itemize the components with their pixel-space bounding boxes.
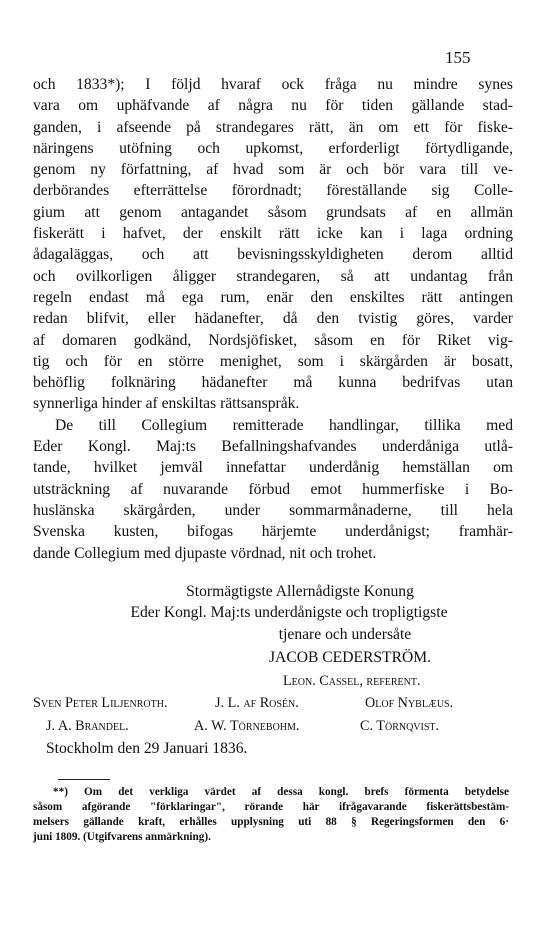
text-line: af domaren godkänd, Nordsjöfisket, såsom en för Riket vig- bbox=[33, 331, 513, 349]
footnote-divider bbox=[58, 779, 110, 780]
footnote-line: melsers gällande kraft, erhålles upplysning uti 88 § Regeringsformen den 6· bbox=[33, 816, 509, 828]
text-line: redan blifvit, eller hädanefter, då den tvistig göres, varder bbox=[33, 310, 513, 328]
text-line: dande Collegium med djupaste vördnad, nit och trohet. bbox=[33, 544, 377, 562]
signer-name: J. L. af Rosén. bbox=[215, 695, 299, 711]
text-line: ganden, i afseende på strandegares rätt, än om ett för fiske- bbox=[33, 118, 513, 136]
text-line: huslänska skärgården, under sommarmånaderne, till hela bbox=[33, 501, 513, 519]
text-line: synnerliga hinder af enskiltas rättsanspråk. bbox=[33, 395, 300, 413]
body-text bbox=[33, 74, 513, 564]
text-line: utsträckning af nuvarande förbud emot hummerfiske i Bo- bbox=[33, 480, 513, 498]
date-line: Stockholm den 29 Januari 1836. bbox=[46, 740, 248, 757]
signer-name: A. W. Törnebohm. bbox=[194, 718, 300, 734]
salutation: Stormägtigste Allernådigste Konung bbox=[186, 583, 414, 600]
text-line: Svenska kusten, bifogas härjemte underdånigst; framhär- bbox=[33, 523, 513, 541]
text-line: De till Collegium remitterade handlingar, tillika med bbox=[55, 416, 513, 434]
footnote-line: såsom afgörande "förklaringar", rörande här ifrågavarande fiskerättsbestäm- bbox=[33, 801, 509, 813]
text-line: och 1833*); I följd hvaraf ock fråga nu mindre synes bbox=[33, 76, 513, 93]
footnote-line: **) Om det verkliga värdet af dessa kongl. brefs förmenta betydelse bbox=[53, 786, 509, 798]
signer-name: C. Törnqvist. bbox=[360, 718, 440, 734]
text-line: derbörandes efterrättelse förordnadt; föreställande sig Colle- bbox=[33, 182, 513, 200]
footnote-line: juni 1809. (Utgifvarens anmärkning). bbox=[33, 831, 211, 843]
servants-line-2: tjenare och undersåte bbox=[278, 626, 412, 643]
paragraph-2 bbox=[33, 415, 513, 564]
text-line: tande, hvilket jemväl innefattar underdånig hemställan om bbox=[33, 459, 513, 477]
paragraph-1 bbox=[33, 74, 513, 415]
signer-name: J. A. Brandel. bbox=[46, 718, 129, 734]
text-line: gium att genom antagandet såsom grundsats af en allmän bbox=[33, 203, 513, 221]
referent-signature: Leon. Cassel, referent. bbox=[283, 673, 421, 689]
signer-name: Sven Peter Liljenroth. bbox=[33, 695, 168, 711]
text-line: regeln endast må ega rum, enär den enskiltes rätt antingen bbox=[33, 288, 513, 306]
text-line: tig och för en större menighet, som i skärgården är bosatt, bbox=[33, 352, 513, 370]
text-line: vara om uphäfvande af några nu för tiden gällande stad- bbox=[33, 97, 513, 115]
servants-line-1: Eder Kongl. Maj:ts underdånigste och tropligtigste bbox=[130, 604, 448, 621]
signer-name: Olof Nyblæus. bbox=[365, 695, 454, 711]
footnote bbox=[33, 785, 509, 845]
text-line: behöflig folknäring hädanefter må kunna bedrifvas utan bbox=[33, 374, 513, 392]
text-line: ådagaläggas, och att bevisningsskyldigheten derom alltid bbox=[33, 246, 513, 264]
text-line: och ovilkorligen åligger strandegaren, så att undantag från bbox=[33, 267, 513, 285]
text-line: Eder Kongl. Maj:ts Befallningshafvandes underdåniga utlå- bbox=[33, 438, 513, 456]
signatory-name: JACOB CEDERSTRÖM. bbox=[268, 649, 432, 666]
page-number: 155 bbox=[445, 48, 471, 67]
text-line: näringens utöfning och upkomst, erforderligt förtydligande, bbox=[33, 139, 513, 157]
text-line: fiskerätt i hafvet, der enskilt rätt icke kan i laga ordning bbox=[33, 225, 513, 243]
text-line: genom ny författning, af hvad som är och bör vara till ve- bbox=[33, 161, 513, 179]
